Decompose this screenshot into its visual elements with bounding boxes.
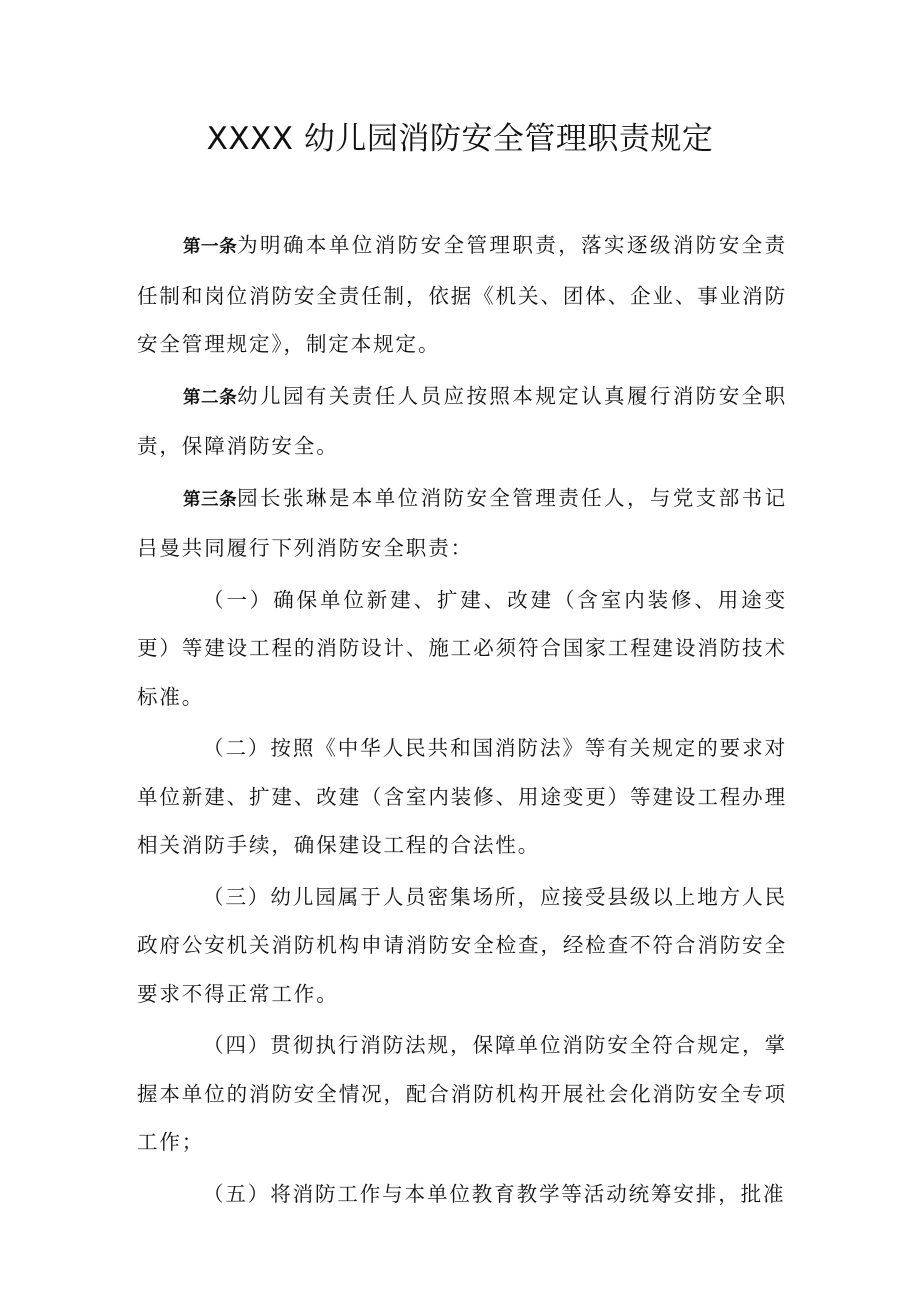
document-body <box>137 221 787 1218</box>
article-2 <box>137 372 787 471</box>
article-label: 第三条 <box>183 489 238 510</box>
duty-item-2: （二）按照《中华人民共和国消防法》等有关规定的要求对单位新建、扩建、改建（含室内装修、用途变更）等建设工程办理相关消防手续，确保建设工程的合法性。 <box>137 736 787 857</box>
article-text: 园长张琳是本单位消防安全管理责任人，与党支部书记吕曼共同履行下列消防安全职责： <box>137 485 787 560</box>
article-1 <box>137 221 787 369</box>
article-3 <box>137 474 787 573</box>
duty-item-1: （一）确保单位新建、扩建、改建（含室内装修、用途变更）等建设工程的消防设计、施工必须符合国家工程建设消防技术标准。 <box>137 587 787 709</box>
document-title: XXXX 幼儿园消防安全管理职责规定 <box>206 121 714 157</box>
article-label: 第二条 <box>183 387 238 408</box>
article-label: 第一条 <box>183 237 238 257</box>
duty-item-4: （四）贯彻执行消防法规，保障单位消防安全符合规定，掌握本单位的消防安全情况，配合消防机构开展社会化消防安全专项工作； <box>137 1033 787 1154</box>
article-text: 幼儿园有关责任人员应按照本规定认真履行消防安全职责，保障消防安全。 <box>137 383 787 458</box>
article-text: 为明确本单位消防安全管理职责，落实逐级消防安全责任制和岗位消防安全责任制，依据《机关、团体、企业、事业消防安全管理规定》，制定本规定。 <box>137 233 787 356</box>
duty-item-3: （三）幼儿园属于人员密集场所，应接受县级以上地方人民政府公安机关消防机构申请消防安全检查，经检查不符合消防安全要求不得正常工作。 <box>137 884 787 1006</box>
duty-item-5: （五）将消防工作与本单位教育教学等活动统筹安排，批准 <box>203 1181 786 1206</box>
